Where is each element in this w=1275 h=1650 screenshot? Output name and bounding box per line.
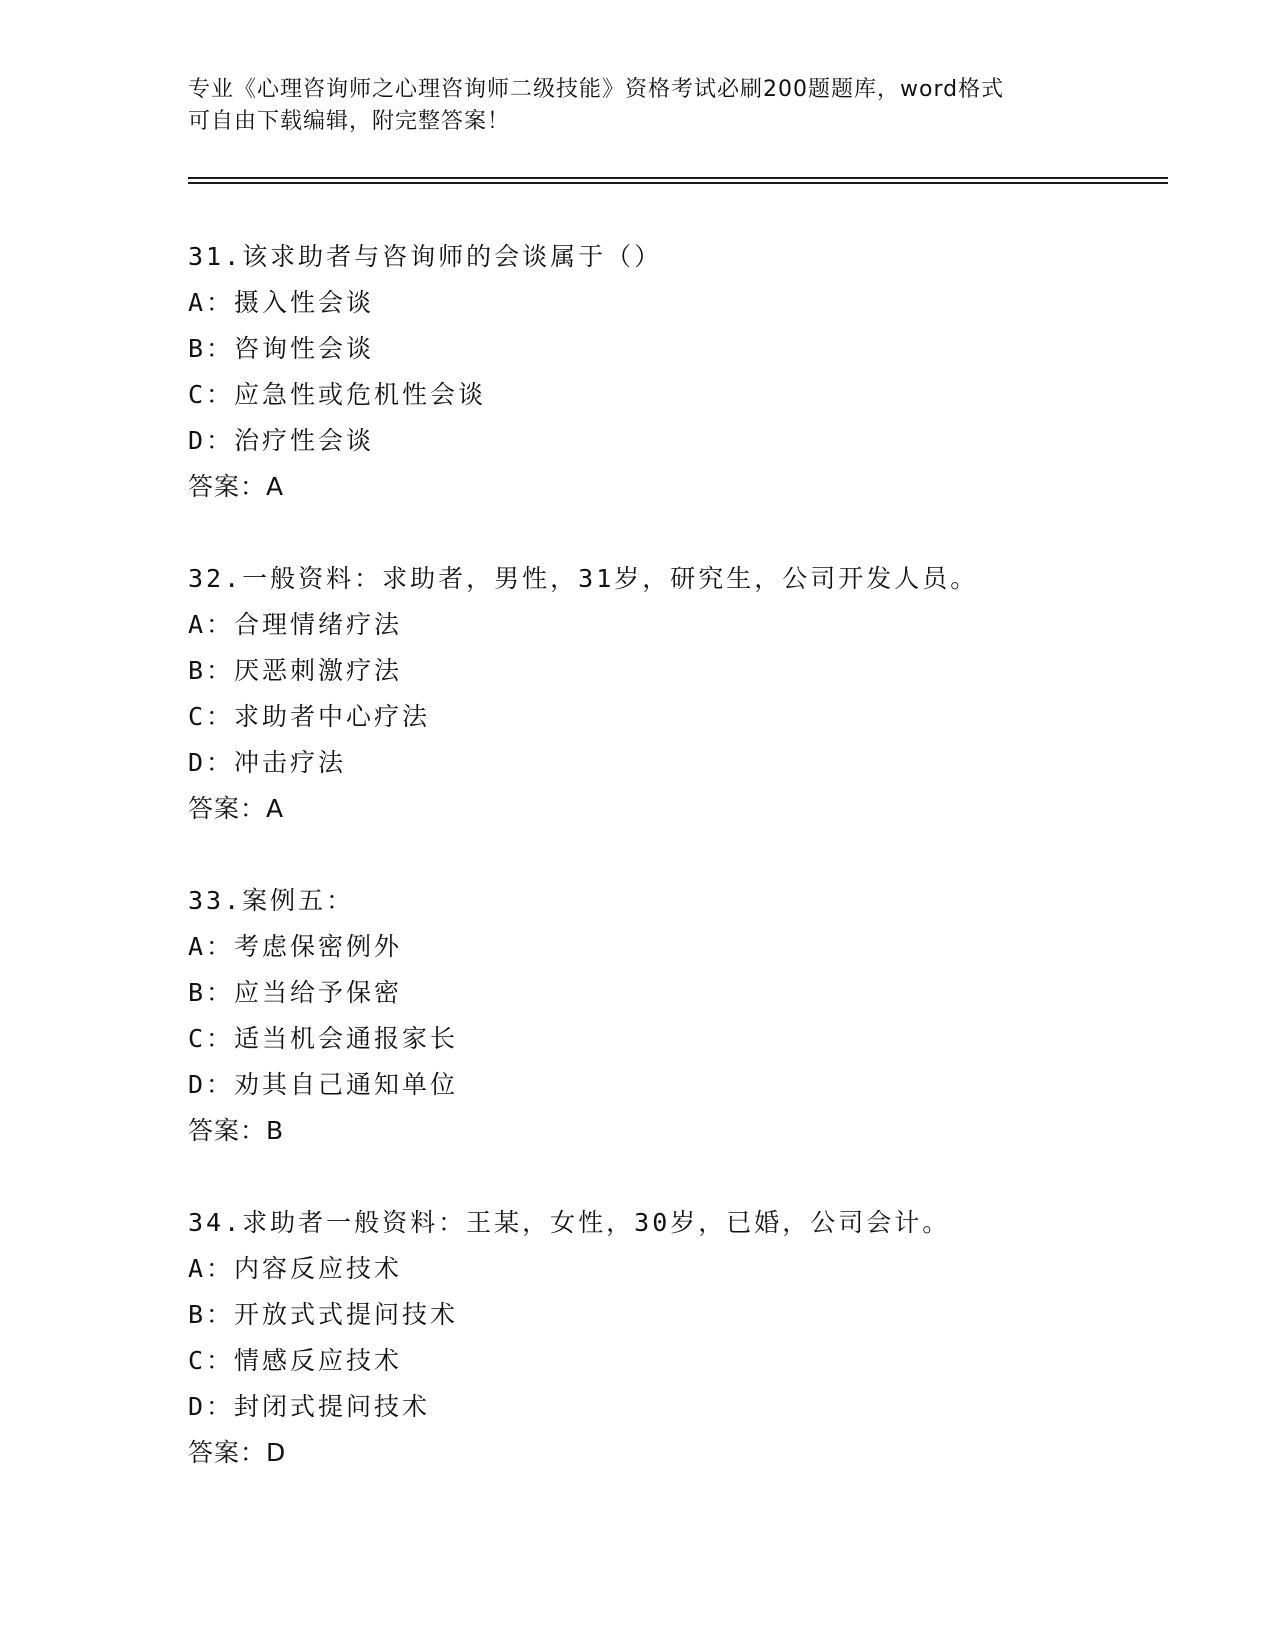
question-stem: 32.一般资料：求助者，男性，31岁，研究生，公司开发人员。 [188,564,979,593]
option-b: B：厌恶刺激疗法 [188,656,403,685]
option-c: C：适当机会通报家长 [188,1024,459,1053]
answer: 答案：A [188,794,285,823]
header-line-2: 可自由下载编辑，附完整答案！ [188,109,511,134]
header-divider-bottom [188,182,1168,184]
question-34 [188,1200,1168,1476]
question-stem: 33.案例五： [188,886,355,915]
option-c: C：情感反应技术 [188,1346,403,1375]
question-32 [188,556,1168,832]
option-d: D：劝其自己通知单位 [188,1070,459,1099]
question-33 [188,878,1168,1154]
option-d: D：封闭式提问技术 [188,1392,431,1421]
header-line-1: 专业《心理咨询师之心理咨询师二级技能》资格考试必刷200题题库，word格式 [188,77,1005,102]
option-a: A：内容反应技术 [188,1254,403,1283]
option-d: D：冲击疗法 [188,748,347,777]
answer: 答案：D [188,1438,287,1467]
question-stem: 34.求助者一般资料：王某，女性，30岁，已婚，公司会计。 [188,1208,951,1237]
option-d: D：治疗性会谈 [188,426,375,455]
option-a: A：考虑保密例外 [188,932,403,961]
header-divider-top [188,177,1168,179]
option-a: A：摄入性会谈 [188,288,375,317]
option-b: B：应当给予保密 [188,978,403,1007]
option-c: C：求助者中心疗法 [188,702,431,731]
answer: 答案：B [188,1116,285,1145]
option-b: B：咨询性会谈 [188,334,375,363]
option-b: B：开放式式提问技术 [188,1300,459,1329]
question-stem: 31.该求助者与咨询师的会谈属于（） [188,242,663,271]
option-c: C：应急性或危机性会谈 [188,380,487,409]
question-31 [188,234,1168,510]
answer: 答案：A [188,472,285,501]
document-header [188,74,1068,138]
option-a: A：合理情绪疗法 [188,610,403,639]
